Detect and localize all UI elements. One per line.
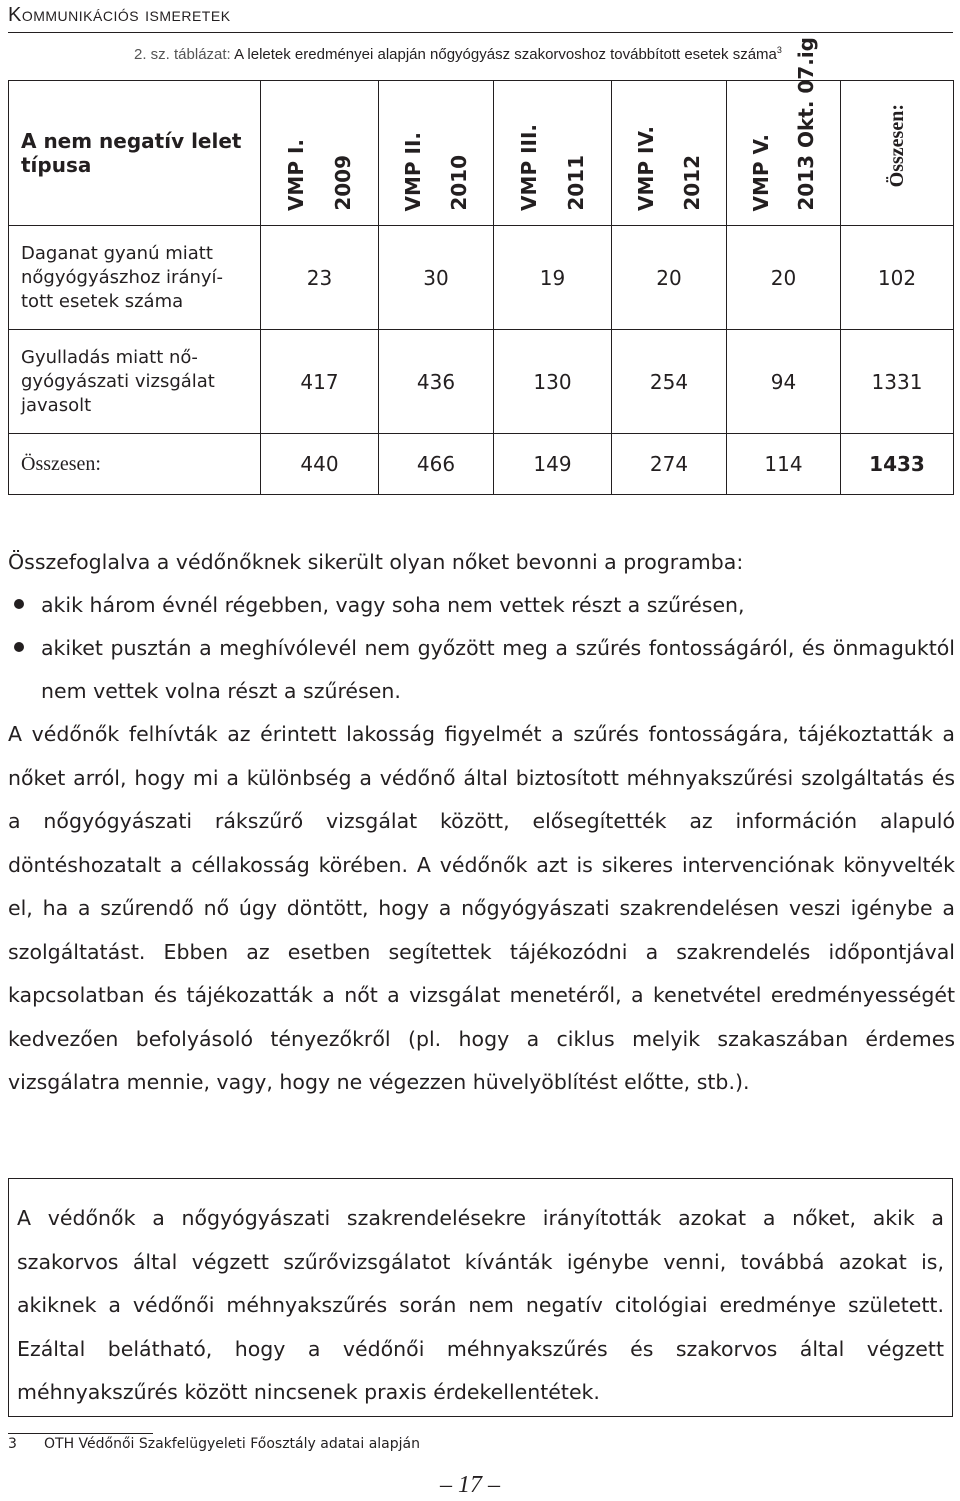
table-cell: 19 [494, 226, 612, 330]
highlight-box-text: A védőnők a nőgyógyászati szakrendelésekre irányították azokat a nőket, akik a szakorvos által végzett szűrővizsgálatot kívánták igénybe venni, továbbá azokat is, akiknek a védőnői méhnyakszűrés során nem negatív citológiai eredménye született. Ezáltal belátható, hogy a védőnői méhnyakszűrés és szakorvos által végzett méhnyakszűrés között nincsenek praxis érdekellentétek. [17, 1206, 944, 1404]
table-cell: 417 [261, 330, 379, 434]
table-cell: 102 [841, 226, 954, 330]
bullet-list [8, 584, 955, 713]
table-cell: 440 [261, 434, 379, 495]
footnote-text: OTH Védőnői Szakfelügyeleti Főosztály adatai alapján [44, 1436, 420, 1452]
table-row [9, 330, 954, 434]
table-caption-text: A leletek eredményei alapján nőgyógyász szakorvoshoz továbbított esetek száma [234, 46, 777, 63]
table-cell: 30 [379, 226, 494, 330]
column-header-total [841, 81, 954, 226]
row-label: Gyulladás miatt nő-gyógyászati vizsgálat javasolt [9, 330, 261, 434]
column-header-vmp1 [261, 81, 379, 226]
list-item [8, 627, 955, 713]
column-name: VMP II. [401, 131, 425, 211]
column-name: VMP I. [284, 138, 308, 211]
table-total-row [9, 434, 954, 495]
column-header-vmp4 [612, 81, 727, 226]
summary-intro: Összefoglalva a védőnőknek sikerült olyan nőket bevonni a programba: [8, 550, 744, 574]
column-year: 2011 [564, 155, 588, 211]
column-year: 2010 [447, 155, 471, 211]
table-cell: 20 [612, 226, 727, 330]
column-name: VMP III. [517, 124, 541, 211]
table-cell: 466 [379, 434, 494, 495]
table-cell: 274 [612, 434, 727, 495]
table-cell: 20 [727, 226, 841, 330]
footnote [8, 1436, 420, 1452]
table-cell: 254 [612, 330, 727, 434]
page-header-title: Kommunikációs ismeretek [8, 4, 231, 26]
row-label: Daganat gyanú miatt nőgyógyászhoz irányí-tott esetek száma [9, 226, 261, 330]
type-column-header: A nem negatív lelet típusa [9, 81, 261, 226]
total-row-label: Összesen: [9, 434, 261, 495]
table-cell: 149 [494, 434, 612, 495]
table-header-row [9, 81, 954, 226]
column-name: VMP V. [748, 133, 773, 211]
bullet-icon [14, 642, 24, 652]
footnote-ref: 3 [776, 45, 782, 55]
table-cell: 23 [261, 226, 379, 330]
main-paragraph: A védőnők felhívták az érintett lakosság figyelmét a szűrés fontosságára, tájékoztatták a nőket arról, hogy mi a különbség a védőnő által biztosított méhnyakszűrési szolgáltatás és a nőgyógyászati rákszűrő vizsgálat között, elősegítették az információn alapuló döntéshozatalt a céllakosság körében. A védőnők azt is sikeres intervenciónak könyvelték el, ha a szűrendő nő úgy döntött, hogy a nőgyógyászati szakrendelésen veszi igénybe a szolgáltatást. Ebben az esetben segítettek tájékozódni a szakrendelés időpontjával kapcsolatban és tájékozatták a nőt a vizsgálat menetéről, a kenetvétel eredményességét kedvezően befolyásoló tényezőkről (pl. hogy a ciklus melyik szakaszában érdemes vizsgálatra mennie, vagy, hogy ne végezzen hüvelyöblítést előtte, stb.). [8, 722, 955, 1094]
header-divider [8, 32, 953, 33]
column-header-vmp5 [727, 37, 841, 226]
list-item-text: akik három évnél régebben, vagy soha nem vettek részt a szűrésen, [41, 593, 745, 617]
table-cell: 436 [379, 330, 494, 434]
table-caption [134, 45, 782, 63]
total-column-label: Összesen: [885, 104, 908, 188]
table-row [9, 226, 954, 330]
column-year: 2013 Okt. 07.ig [794, 37, 819, 211]
bullet-icon [14, 599, 24, 609]
column-name: VMP IV. [634, 126, 658, 211]
column-year: 2012 [680, 155, 704, 211]
column-year: 2009 [331, 155, 355, 211]
highlight-box [8, 1178, 953, 1417]
list-item [8, 584, 955, 627]
list-item-text: akiket pusztán a meghívólevél nem győzött meg a szűrés fontosságáról, és önmaguktól nem vettek volna részt a szűrésen. [41, 636, 955, 703]
table-cell: 114 [727, 434, 841, 495]
page-number: – 17 – [440, 1472, 500, 1498]
column-header-vmp3 [494, 81, 612, 226]
table-caption-label: 2. sz. táblázat: [134, 46, 231, 63]
grand-total-cell: 1433 [841, 434, 954, 495]
table-cell: 1331 [841, 330, 954, 434]
footnote-number: 3 [8, 1436, 17, 1452]
table-cell: 94 [727, 330, 841, 434]
table-cell: 130 [494, 330, 612, 434]
column-header-vmp2 [379, 81, 494, 226]
footnote-divider [8, 1433, 153, 1434]
